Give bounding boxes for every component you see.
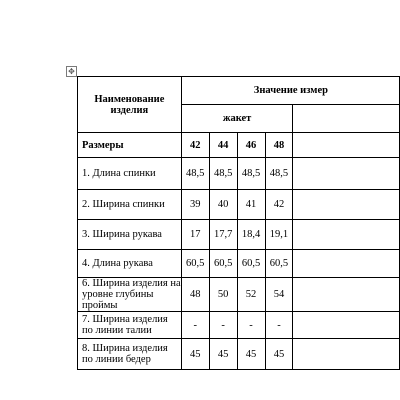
- value-cell: 45: [265, 339, 293, 370]
- size-table: [77, 76, 400, 370]
- size-cell: 42: [181, 133, 209, 158]
- value-cell: 17,7: [209, 220, 237, 250]
- value-cell: 52: [237, 278, 265, 312]
- value-cell: 48,5: [265, 158, 293, 190]
- empty-cell: [293, 339, 400, 370]
- size-cell: 46: [237, 133, 265, 158]
- row-label: 3. Ширина рукава: [78, 220, 182, 250]
- value-cell: -: [181, 312, 209, 339]
- empty-cell: [293, 105, 400, 133]
- table-row: [78, 339, 400, 370]
- value-cell: 48,5: [237, 158, 265, 190]
- row-label: 8. Ширина изделия по линии бедер: [78, 339, 182, 370]
- table-row: [78, 190, 400, 220]
- value-cell: 60,5: [265, 250, 293, 278]
- value-cell: 54: [265, 278, 293, 312]
- empty-cell: [293, 250, 400, 278]
- row-label: 2. Ширина спинки: [78, 190, 182, 220]
- value-cell: 19,1: [265, 220, 293, 250]
- row-label: 7. Ширина изделия по линии талии: [78, 312, 182, 339]
- product-header: жакет: [181, 105, 293, 133]
- value-cell: 60,5: [237, 250, 265, 278]
- value-cell: 60,5: [209, 250, 237, 278]
- value-cell: 48,5: [181, 158, 209, 190]
- column-header-name: Наименование изделия: [78, 77, 182, 133]
- empty-cell: [293, 158, 400, 190]
- table-row: [78, 312, 400, 339]
- value-cell: -: [237, 312, 265, 339]
- table-row: [78, 158, 400, 190]
- empty-cell: [293, 190, 400, 220]
- value-cell: -: [209, 312, 237, 339]
- row-label: 6. Ширина изделия на уровне глубины проймы: [78, 278, 182, 312]
- empty-cell: [293, 133, 400, 158]
- value-cell: 50: [209, 278, 237, 312]
- value-cell: 42: [265, 190, 293, 220]
- row-label: 4. Длина рукава: [78, 250, 182, 278]
- size-cell: 48: [265, 133, 293, 158]
- value-cell: 41: [237, 190, 265, 220]
- value-cell: 48,5: [209, 158, 237, 190]
- value-cell: -: [265, 312, 293, 339]
- value-cell: 40: [209, 190, 237, 220]
- value-cell: 60,5: [181, 250, 209, 278]
- value-cell: 45: [181, 339, 209, 370]
- table-row: [78, 250, 400, 278]
- value-cell: 45: [237, 339, 265, 370]
- table-row: [78, 220, 400, 250]
- value-cell: 39: [181, 190, 209, 220]
- value-cell: 17: [181, 220, 209, 250]
- empty-cell: [293, 220, 400, 250]
- empty-cell: [293, 278, 400, 312]
- sizes-label: Размеры: [78, 133, 182, 158]
- row-label: 1. Длина спинки: [78, 158, 182, 190]
- table-row: [78, 278, 400, 312]
- value-cell: 45: [209, 339, 237, 370]
- move-handle-icon[interactable]: ✥: [66, 66, 77, 77]
- empty-cell: [293, 312, 400, 339]
- size-cell: 44: [209, 133, 237, 158]
- value-cell: 18,4: [237, 220, 265, 250]
- column-header-values: Значение измер: [181, 77, 399, 105]
- value-cell: 48: [181, 278, 209, 312]
